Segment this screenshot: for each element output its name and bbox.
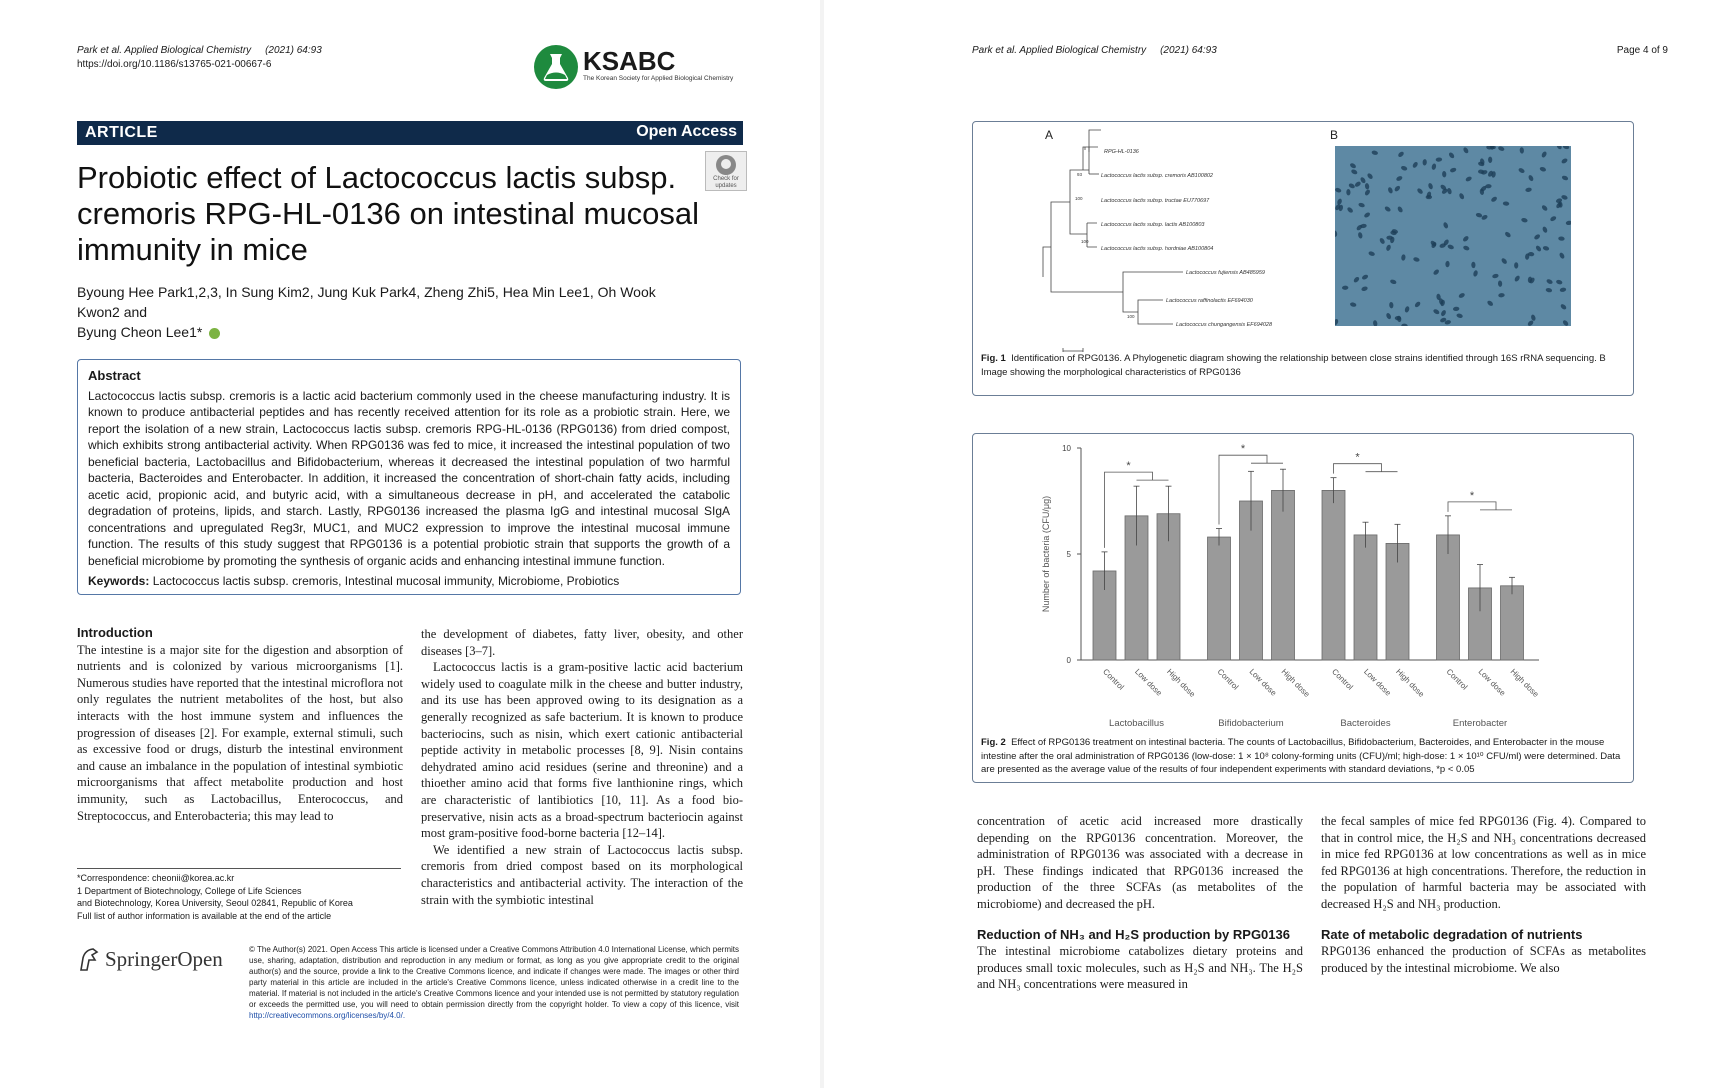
abstract-text: Lactococcus lactis subsp. cremoris is a lactic acid bacterium commonly used in the cheese manufacturing industry. It is known to produce antibacterial peptides and has recently received attention for its role as a probiotic strain. Here, we report the isolation of a new strain, Lactococcus lactis subsp. cremoris RPG-HL-0136 (RPG0136) from dried compost, which exhibits strong antibacterial activity. When RPG0136 was fed to mice, it increased the intestinal population of two beneficial bacteria, Lactobacillus and Bifidobacterium, whereas it decreased the intestinal population of two harmful bacteria, Bacteroides and Enterobacter. In addition, it increased the concentration of short-chain fatty acids, including acetic acid, propionic acid, and butyric acid, with a simultaneous decrease in pH, and accelerated the catabolic degradation of proteins, lipids, and starch. Lastly, RPG0136 increased the plasma IgG and intestinal mucosal SIgA concentrations and upregulated Reg3r, MUC1, and MUC2 expression to improve the intestinal mucosal immune function. The results of this study suggest that RPG0136 is a potential probiotic strain that supports the growth of a beneficial microbiome by promoting the synthesis of organic acids and enhancing intestinal immune function.	[88, 388, 730, 568]
fig2-label: Fig. 2	[981, 737, 1006, 748]
bacterium-cell	[1440, 309, 1447, 317]
bacterium-cell	[1350, 302, 1357, 308]
bacterium-cell	[1503, 201, 1510, 206]
bacterium-cell	[1465, 176, 1473, 183]
panel-a-label: A	[1045, 128, 1054, 142]
ksabc-logo	[533, 44, 743, 92]
bacterium-cell	[1413, 257, 1420, 263]
bacterium-cell	[1542, 226, 1548, 234]
y-tick-label: 10	[1062, 444, 1071, 453]
significance-marker: *	[1240, 443, 1246, 456]
bacterium-cell	[1490, 196, 1498, 203]
footnote-rule	[77, 868, 401, 869]
x-tick-label: High dose	[1508, 667, 1541, 699]
x-tick-label: Low dose	[1133, 667, 1164, 698]
author-list	[77, 282, 697, 342]
page-number: Page 4 of 9	[1616, 45, 1668, 56]
bacterium-cell	[1358, 202, 1365, 208]
article-label: ARTICLE	[85, 124, 158, 141]
bacterium-cell	[1458, 292, 1466, 299]
taxon-label: Lactococcus lactis subsp. cremoris AB100802	[1101, 173, 1213, 179]
license-text	[249, 944, 739, 1021]
bacterium-cell	[1357, 232, 1363, 239]
bar	[1272, 490, 1295, 660]
y-tick-label: 0	[1066, 656, 1071, 665]
bacterium-cell	[1342, 286, 1349, 290]
bacterium-cell	[1365, 183, 1370, 190]
bacterium-cell	[1335, 230, 1338, 237]
doi-link[interactable]: https://doi.org/10.1186/s13765-021-00667-6	[77, 59, 272, 70]
significance-bracket	[1448, 502, 1512, 512]
section-heading-metabolic: Rate of metabolic degradation of nutrients	[1321, 926, 1583, 942]
bacterium-cell	[1353, 276, 1360, 284]
bacterium-cell	[1384, 205, 1392, 212]
bacterium-cell	[1539, 166, 1546, 172]
bacterium-cell	[1533, 233, 1541, 240]
bacterium-cell	[1361, 274, 1369, 281]
bacterium-cell	[1453, 306, 1460, 311]
bacterium-cell	[1504, 231, 1512, 238]
bacterium-cell	[1379, 237, 1386, 245]
x-tick-label: Control	[1444, 667, 1470, 692]
journal-header-right: Park et al. Applied Biological Chemistry (2021) 64:93	[972, 45, 1217, 56]
bacterium-cell	[1447, 244, 1454, 250]
bacterium-cell	[1562, 319, 1569, 326]
body-paragraph-3: the fecal samples of mice fed RPG0136 (Fig. 4). Compared to that in control mice, the H₂S and NH₃ concentrations decreased in mice fed RPG0136 at low concentrations as well as in mice fed RPG0136 at high concentrations. Therefore, the reduction in the population of harmful bacteria may be associated with decreased H₂S and NH₃ production.	[1321, 814, 1646, 911]
group-label: Bacteroides	[1340, 718, 1391, 729]
bacterium-cell	[1462, 235, 1470, 242]
bacterium-cell	[1443, 222, 1449, 230]
springer-horse-icon	[77, 946, 101, 972]
body-column-2	[1321, 813, 1646, 976]
bacterium-cell	[1364, 189, 1371, 197]
logo-text: KSABC	[583, 46, 676, 76]
bacterium-cell	[1335, 187, 1342, 193]
bacterium-cell	[1361, 286, 1368, 292]
bacterium-cell	[1558, 236, 1565, 241]
abstract-box	[77, 359, 741, 595]
affiliation-note-cont: and Biotechnology, Korea University, Seoul 02841, Republic of Korea	[77, 898, 353, 908]
bacterium-cell	[1542, 245, 1549, 251]
taxon-label: Lactococcus chungangensis EF694028	[1176, 322, 1273, 328]
footnotes	[77, 872, 407, 922]
taxon-label: Lactococcus lactis subsp. lactis AB100803	[1101, 222, 1205, 228]
bacterium-cell	[1562, 146, 1569, 150]
bacterium-cell	[1519, 147, 1524, 154]
bacterium-cell	[1530, 314, 1536, 321]
figure-2-caption	[981, 736, 1625, 777]
bacterium-cell	[1346, 189, 1350, 195]
bacterium-cell	[1394, 185, 1401, 193]
bacterium-cell	[1397, 151, 1405, 158]
license-link[interactable]: http://creativecommons.org/licenses/by/4.0/.	[249, 1011, 406, 1020]
bacterium-cell	[1546, 278, 1554, 285]
bacterium-cell	[1404, 306, 1410, 313]
bacterium-cell	[1497, 146, 1505, 152]
bar	[1208, 537, 1231, 660]
bacterium-cell	[1432, 268, 1440, 275]
fig2-caption-text: Effect of RPG0136 treatment on intestinal bacteria. The counts of Lactobacillus, Bifidobacterium, Bacteroides, and Enterobacter in the mouse intestine after the oral administration of RPG0136 (low-dose: 1 × 10⁸ colony-forming units (CFU)/ml; high-dose: 1 × 10¹⁰ CFU/ml) were determined. Data are presented as the average value of the results of four independent experiments with standard deviations, *p < 0.05	[981, 737, 1621, 775]
bacterium-cell	[1373, 320, 1378, 326]
bacterium-cell	[1433, 308, 1441, 315]
bacterium-cell	[1514, 262, 1518, 268]
author-info-note: Full list of author information is available at the end of the article	[77, 910, 332, 921]
y-tick-label: 5	[1066, 550, 1071, 559]
bacterium-cell	[1363, 211, 1371, 218]
bacterium-cell	[1354, 181, 1362, 188]
bacterium-cell	[1525, 187, 1532, 192]
bacterium-cell	[1498, 280, 1503, 287]
bacterium-cell	[1427, 182, 1433, 189]
bacterium-cell	[1371, 150, 1378, 156]
ksabc-flask-icon	[533, 44, 579, 90]
title-line-2: cremoris RPG-HL-0136 on intestinal mucosal	[77, 196, 699, 231]
bacterium-cell	[1471, 262, 1475, 269]
intro-paragraph-2: the development of diabetes, fatty liver, obesity, and other diseases [3–7].	[421, 627, 743, 658]
figure-2	[972, 433, 1634, 783]
bootstrap-value: 100	[1081, 239, 1089, 244]
fig1-caption-text: Identification of RPG0136. A Phylogenetic diagram showing the relationship between close strains identified through 16S rRNA sequencing. B Image showing the morphological characteristics of RPG0136	[981, 353, 1606, 378]
title-line-3: immunity in mice	[77, 232, 308, 267]
bacterium-cell	[1400, 165, 1407, 171]
taxon-label: Lactococcus lactis subsp. tructae EU770697	[1101, 198, 1210, 204]
x-tick-label: High dose	[1279, 667, 1312, 699]
keywords	[88, 573, 730, 590]
x-tick-label: Control	[1215, 667, 1241, 692]
bacterium-cell	[1528, 174, 1535, 182]
bacteria-micrograph	[1335, 146, 1571, 326]
bacterium-cell	[1350, 169, 1358, 176]
x-tick-label: High dose	[1394, 667, 1426, 699]
intro-column-2	[421, 626, 743, 908]
bacteria-bar-chart	[973, 434, 1635, 734]
bacterium-cell	[1401, 254, 1406, 261]
bacterium-cell	[1462, 147, 1469, 155]
bacterium-cell	[1560, 303, 1568, 310]
bacterium-cell	[1456, 313, 1463, 319]
group-label: Enterobacter	[1452, 718, 1508, 729]
bacterium-cell	[1541, 151, 1548, 159]
significance-marker: *	[1355, 451, 1360, 464]
body-paragraph-4: RPG0136 enhanced the production of SCFAs as metabolites produced by the intestinal microbiome. We also	[1321, 944, 1646, 975]
bacterium-cell	[1566, 220, 1571, 225]
article-type-bar	[77, 121, 743, 145]
bacterium-cell	[1556, 279, 1563, 285]
correspondence-note: *Correspondence: cheonii@korea.ac.kr	[77, 873, 235, 883]
bacterium-cell	[1442, 171, 1447, 178]
bacterium-cell	[1473, 270, 1479, 277]
figure-1-caption	[981, 352, 1625, 379]
tree-branch	[1043, 247, 1051, 277]
bacterium-cell	[1492, 273, 1499, 279]
bacterium-cell	[1346, 206, 1354, 213]
bacterium-cell	[1366, 172, 1373, 180]
license-body: © The Author(s) 2021. Open Access This article is licensed under a Creative Commons Attribution 4.0 International License, which permits use, sharing, adaptation, distribution and reproduction in any medium or format, as long as you give appropriate credit to the original author(s) and the source, provide a link to the Creative Commons licence, and indicate if changes were made. The images or other third party material in this article are included in the article's Creative Commons licence, unless indicated otherwise in a credit line to the material. If material is not included in the article's Creative Commons licence and your intended use is not permitted by statutory regulation or exceeds the permitted use, you will need to obtain permission directly from the copyright holder. To view a copy of this licence, visit	[249, 945, 739, 1009]
bacterium-cell	[1387, 187, 1393, 195]
group-label: Bifidobacterium	[1218, 718, 1284, 729]
bacterium-cell	[1559, 252, 1566, 260]
bacterium-cell	[1349, 162, 1357, 169]
bacterium-cell	[1336, 198, 1342, 205]
bacterium-cell	[1445, 261, 1450, 268]
bacterium-cell	[1545, 287, 1552, 292]
x-tick-label: High dose	[1165, 667, 1197, 699]
bacterium-cell	[1431, 163, 1437, 170]
taxon-label: Lactococcus lactis subsp. hordniae AB100804	[1101, 246, 1214, 252]
bacterium-cell	[1559, 287, 1566, 292]
x-tick-label: Control	[1330, 667, 1355, 692]
bacterium-cell	[1514, 275, 1521, 283]
bacterium-cell	[1549, 215, 1557, 222]
body-paragraph-2: The intestinal microbiome catabolizes dietary proteins and produces small toxic molecules, such as H₂S and NH₃. The H₂S and NH₃ concentrations were measured in	[977, 944, 1303, 992]
bacterium-cell	[1414, 301, 1421, 309]
fig1-label: Fig. 1	[981, 353, 1006, 364]
bacterium-cell	[1385, 244, 1391, 251]
bacterium-cell	[1463, 245, 1471, 251]
abstract-heading: Abstract	[88, 368, 141, 383]
bacterium-cell	[1541, 204, 1549, 211]
micrograph-image	[1335, 146, 1571, 326]
bar	[1322, 490, 1345, 660]
bacterium-cell	[1501, 257, 1508, 265]
bacterium-cell	[1521, 217, 1528, 223]
bacterium-cell	[1396, 175, 1404, 182]
bacterium-cell	[1397, 206, 1404, 214]
bacterium-cell	[1561, 175, 1569, 181]
panel-b-label: B	[1330, 128, 1339, 142]
article-title	[77, 160, 717, 268]
bacterium-cell	[1401, 324, 1408, 326]
bacterium-cell	[1518, 167, 1526, 174]
keywords-label: Keywords:	[88, 574, 150, 588]
authors-line-1: Byoung Hee Park1,2,3, In Sung Kim2, Jung Kuk Park4, Zheng Zhi5, Hea Min Lee1, Oh Wook Kwon2 and	[77, 284, 656, 320]
bar	[1501, 586, 1524, 660]
intro-paragraph-3: Lactococcus lactis is a gram-positive lactic acid bacterium widely used to coagulate milk in the cheese and butter industry, and its use has been approved owing to its designation as a generally recognized as safe bacterium. It is known to produce bacteriocins, such as nisin, which exert cationic antibacterial peptide activity in metabolic processes [8, 9]. Nisin contains dehydrated amino acid residues (serine and threonine) and a thioether amino acid that forms five lanthionine rings, which are characteristic of lantibiotics [10, 11]. As a food bio-preservative, nisin acts as a broad-spectrum bacteriocin against most gram-positive food-borne bacteria [12–14].	[421, 660, 743, 841]
bacterium-cell	[1449, 167, 1456, 173]
orcid-icon[interactable]	[209, 328, 220, 339]
bacterium-cell	[1556, 146, 1563, 150]
bootstrap-value: 93	[1077, 172, 1083, 177]
bacterium-cell	[1422, 159, 1427, 166]
significance-marker: *	[1469, 489, 1475, 502]
journal-header: Park et al. Applied Biological Chemistry (2021) 64:93	[77, 45, 322, 56]
bacterium-cell	[1488, 157, 1492, 163]
bacterium-cell	[1335, 318, 1339, 326]
keywords-text: Lactococcus lactis subsp. cremoris, Intestinal mucosal immunity, Microbiome, Probiotics	[152, 574, 620, 588]
taxon-label: Lactococcus raffinolactis EF694030	[1166, 298, 1253, 304]
bootstrap-value: 100	[1127, 314, 1135, 319]
springer-open-logo	[77, 946, 237, 976]
check-updates-icon	[715, 154, 737, 176]
logo-subtext: The Korean Society for Applied Biological Chemistry	[583, 75, 734, 82]
intro-paragraph-1: The intestine is a major site for the digestion and absorption of nutrients and is colonized by various microorganisms [1]. Numerous studies have reported that the intestinal microflora not only regulates the nutrient metabolites of the host, but also interacts with the host immune system and influences the progression of diseases [2]. For example, external stimuli, such as excessive food or drugs, disturb the intestinal environment and cause an imbalance in the population of intestinal symbiotic microorganisms that affect metabolite production and host immunity, such as Lactobacillus, Enterococcus, and Streptococcus, and Enterobacteria; this may lead to	[77, 642, 403, 823]
springer-open-text: SpringerOpen	[105, 947, 223, 971]
bacterium-cell	[1498, 293, 1505, 298]
significance-bracket	[1334, 464, 1398, 474]
bacterium-cell	[1390, 279, 1397, 285]
bacterium-cell	[1448, 152, 1455, 160]
intro-paragraph-4: We identified a new strain of Lactococcus lactis subsp. cremoris from dried compost based on its morphological characteristics and antibacterial activity. The interaction of the strain with the symbiotic intestinal	[421, 842, 743, 907]
bacterium-cell	[1416, 187, 1424, 194]
group-label: Lactobacillus	[1109, 718, 1164, 729]
x-tick-label: Control	[1101, 667, 1126, 692]
section-heading-nh3: Reduction of NH₃ and H₂S production by RPG0136	[977, 926, 1290, 942]
intro-column-1	[77, 625, 403, 824]
authors-line-2: Byung Cheon Lee1*	[77, 324, 203, 340]
left-page	[0, 0, 820, 1088]
bacterium-cell	[1561, 157, 1569, 164]
open-access-label: Open Access	[636, 123, 737, 140]
bootstrap-value: 100	[1075, 196, 1083, 201]
bar	[1354, 535, 1377, 660]
title-line-1: Probiotic effect of Lactococcus lactis subsp.	[77, 160, 677, 195]
figure-1	[972, 121, 1634, 396]
intro-heading: Introduction	[77, 625, 153, 640]
bacterium-cell	[1475, 212, 1482, 218]
x-tick-label: Low dose	[1476, 667, 1508, 698]
taxon-label: Lactococcus fujiensis AB485959	[1186, 270, 1265, 276]
bacterium-cell	[1458, 192, 1465, 200]
bacterium-cell	[1368, 251, 1375, 257]
bacterium-cell	[1348, 183, 1356, 190]
bacterium-cell	[1389, 302, 1394, 309]
check-updates-label: Check for updates	[713, 176, 739, 189]
significance-marker: *	[1126, 460, 1131, 473]
bacterium-cell	[1385, 312, 1392, 320]
bacterium-cell	[1535, 245, 1542, 253]
affiliation-note: 1 Department of Biotechnology, College of Life Sciences	[77, 885, 302, 896]
body-paragraph-1: concentration of acetic acid increased more drastically depending on the RPG0136 concentration. Moreover, the administration of RPG0136 was associated with a decrease in pH. These findings indicated that RPG0136 increased the production of the three SCFAs (as metabolites of the microbiome) and decreased the pH.	[977, 814, 1303, 911]
bacterium-cell	[1486, 300, 1494, 307]
taxon-label: RPG-HL-0136	[1104, 149, 1139, 155]
bacterium-cell	[1412, 161, 1419, 169]
x-tick-label: Low dose	[1247, 667, 1279, 698]
y-axis-label: Number of bacteria (CFU/μg)	[1041, 495, 1051, 613]
body-column-1	[977, 813, 1303, 993]
bacterium-cell	[1436, 157, 1443, 162]
x-tick-label: Low dose	[1362, 667, 1393, 698]
